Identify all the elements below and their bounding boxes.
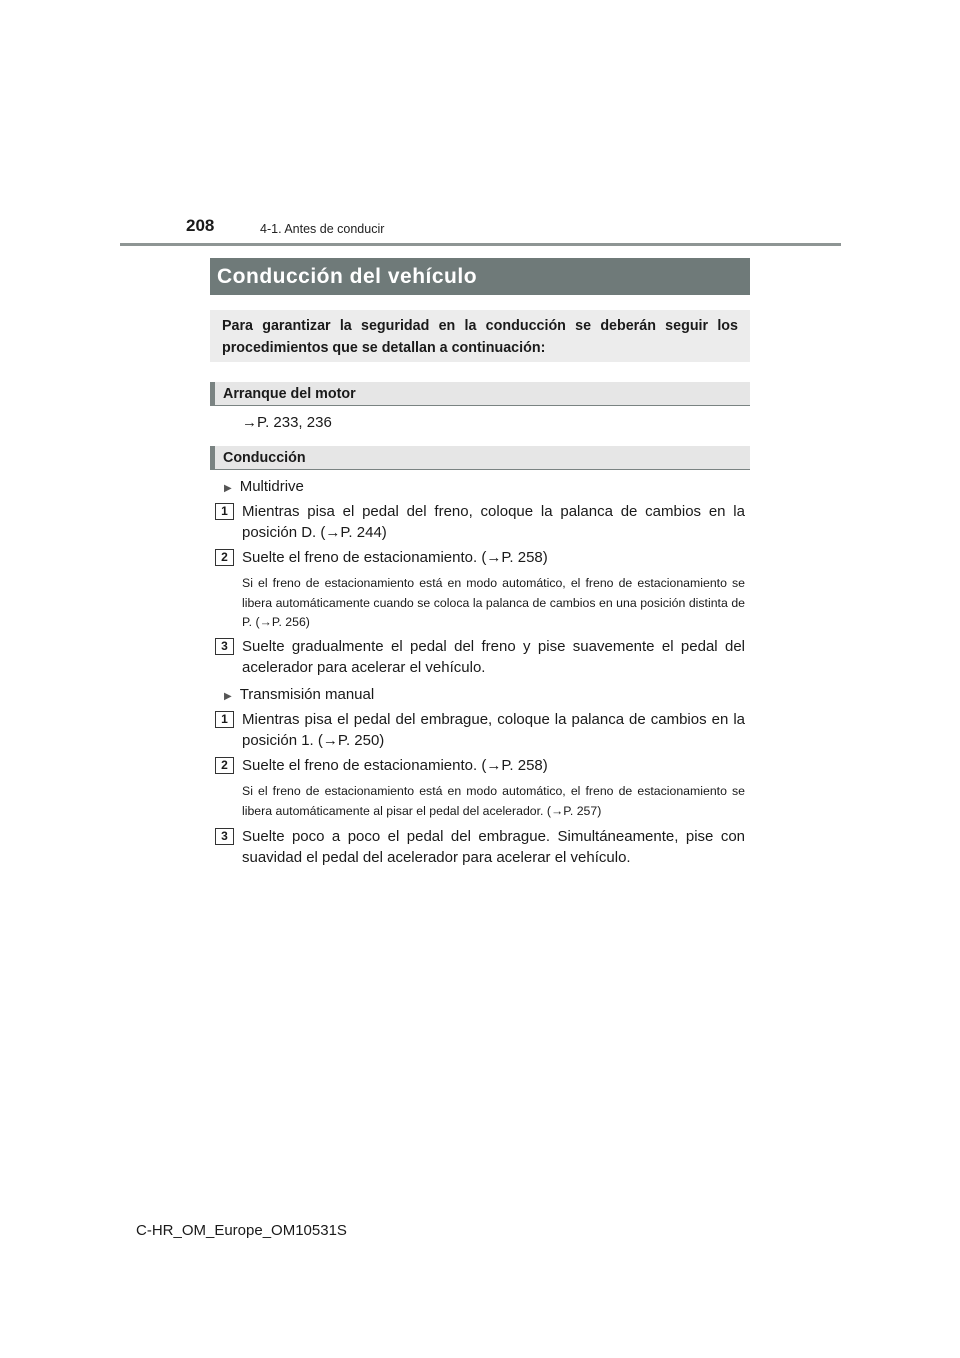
header-rule xyxy=(120,243,841,246)
multidrive-step-2: Suelte el freno de estacionamiento. (→P. 258) xyxy=(242,549,548,566)
document-footer: C-HR_OM_Europe_OM10531S xyxy=(136,1222,347,1239)
page-title: Conducción del vehículo xyxy=(210,258,750,295)
manual-label-text: Transmisión manual xyxy=(239,686,375,703)
triangle-bullet-icon: ▶ xyxy=(224,483,232,494)
multidrive-label xyxy=(224,476,304,499)
manual-step-2: Suelte el freno de estacionamiento. (→P. 258) xyxy=(242,757,548,774)
intro-text: Para garantizar la seguridad en la conducción se deberán seguir los procedimientos que se detallan a continuación: xyxy=(222,318,738,356)
page-number: 208 xyxy=(186,216,215,235)
step-number-badge: 3 xyxy=(215,638,234,655)
manual-step-3: Suelte poco a poco el pedal del embrague. Simultáneamente, pise con suavidad el pedal del acelerador para acelerar el vehículo. xyxy=(242,828,745,866)
subheading-driving: Conducción xyxy=(210,446,750,470)
step-number-badge: 1 xyxy=(215,503,234,520)
manual-label xyxy=(224,684,374,707)
manual-step-2-note: Si el freno de estacionamiento está en modo automático, el freno de estacionamiento se libera automáticamente al pisar el pedal del acelerador. (→P. 257) xyxy=(242,784,745,818)
step-number-badge: 2 xyxy=(215,757,234,774)
step-number-badge: 2 xyxy=(215,549,234,566)
multidrive-step-2-note: Si el freno de estacionamiento está en modo automático, el freno de estacionamiento se libera automáticamente cuando se coloca la palanca de cambios en una posición distinta de P. (→P. 256) xyxy=(242,576,745,629)
section-reference: 4-1. Antes de conducir xyxy=(260,222,385,236)
subheading-engine-start: Arranque del motor xyxy=(210,382,750,406)
multidrive-label-text: Multidrive xyxy=(239,478,304,495)
step-number-badge: 3 xyxy=(215,828,234,845)
multidrive-step-3: Suelte gradualmente el pedal del freno y pise suavemente el pedal del acelerador para acelerar el vehículo. xyxy=(242,638,745,676)
triangle-bullet-icon: ▶ xyxy=(224,691,232,702)
intro-box xyxy=(210,310,750,362)
multidrive-step-1: Mientras pisa el pedal del freno, coloque la palanca de cambios en la posición D. (→P. 244) xyxy=(242,503,745,541)
manual-step-1: Mientras pisa el pedal del embrague, coloque la palanca de cambios en la posición 1. (→P. 250) xyxy=(242,711,745,749)
step-number-badge: 1 xyxy=(215,711,234,728)
engine-start-reference: →P. 233, 236 xyxy=(242,414,332,431)
